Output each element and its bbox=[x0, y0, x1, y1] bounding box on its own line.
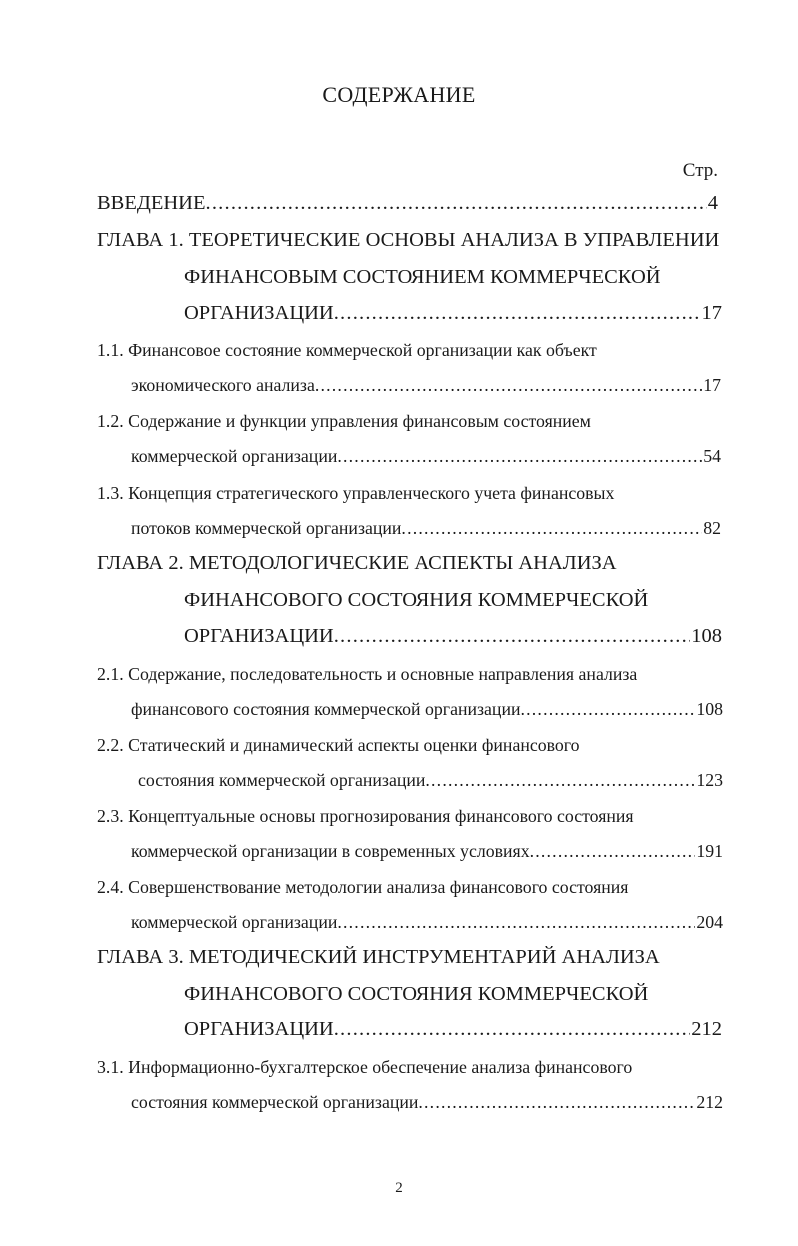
toc-chapter-3-line-1: ГЛАВА 3. МЕТОДИЧЕСКИЙ ИНСТРУМЕНТАРИЙ АНАЛИЗА bbox=[97, 946, 660, 968]
toc-chapter-3-entry[interactable] bbox=[184, 1018, 722, 1041]
toc-chapter-1-entry[interactable] bbox=[184, 302, 722, 325]
toc-page-number: 54 bbox=[703, 446, 721, 466]
dot-leader bbox=[401, 518, 702, 539]
toc-chapter-2-line-2: ФИНАНСОВОГО СОСТОЯНИЯ КОММЕРЧЕСКОЙ bbox=[184, 589, 649, 611]
toc-entry-title: коммерческой организации bbox=[131, 446, 338, 466]
toc-page-number: 108 bbox=[696, 699, 723, 719]
toc-entry-title: состояния коммерческой организации bbox=[131, 1092, 419, 1112]
dot-leader bbox=[337, 912, 695, 933]
toc-section-3-1[interactable] bbox=[131, 1092, 723, 1113]
toc-entry-title: ОРГАНИЗАЦИИ bbox=[184, 625, 334, 647]
dot-leader bbox=[315, 375, 702, 396]
toc-section-2-1[interactable] bbox=[131, 699, 723, 720]
toc-section-2-4-line-1: 2.4. Совершенствование методологии анализа финансового состояния bbox=[97, 877, 629, 897]
toc-entry-intro[interactable] bbox=[97, 192, 718, 215]
toc-section-1-3[interactable] bbox=[131, 518, 721, 539]
dot-leader bbox=[425, 770, 695, 791]
toc-chapter-2-line-1: ГЛАВА 2. МЕТОДОЛОГИЧЕСКИЕ АСПЕКТЫ АНАЛИЗА bbox=[97, 552, 617, 574]
page-title: СОДЕРЖАНИЕ bbox=[322, 82, 476, 107]
toc-entry-title: потоков коммерческой организации bbox=[131, 518, 402, 538]
toc-entry-title: ОРГАНИЗАЦИИ bbox=[184, 302, 334, 324]
toc-page-number: 123 bbox=[696, 770, 723, 790]
toc-page-number: 191 bbox=[696, 841, 723, 861]
toc-page-number: 17 bbox=[701, 302, 722, 324]
toc-entry-title: ВВЕДЕНИЕ bbox=[97, 192, 206, 214]
toc-chapter-1-line-1: ГЛАВА 1. ТЕОРЕТИЧЕСКИЕ ОСНОВЫ АНАЛИЗА В УПРАВЛЕНИИ bbox=[97, 229, 720, 251]
toc-page-number: 17 bbox=[703, 375, 721, 395]
toc-chapter-3-line-2: ФИНАНСОВОГО СОСТОЯНИЯ КОММЕРЧЕСКОЙ bbox=[184, 983, 649, 1005]
toc-entry-title: финансового состояния коммерческой организации bbox=[131, 699, 521, 719]
toc-chapter-1-line-2: ФИНАНСОВЫМ СОСТОЯНИЕМ КОММЕРЧЕСКОЙ bbox=[184, 266, 661, 288]
toc-page-number: 108 bbox=[691, 625, 722, 647]
toc-section-2-2[interactable] bbox=[138, 770, 723, 791]
toc-entry-title: коммерческой организации bbox=[131, 912, 338, 932]
toc-section-2-3-line-1: 2.3. Концептуальные основы прогнозирования финансового состояния bbox=[97, 806, 634, 826]
toc-section-2-3[interactable] bbox=[131, 841, 723, 862]
toc-section-2-1-line-1: 2.1. Содержание, последовательность и основные направления анализа bbox=[97, 664, 638, 684]
page-number-footer: 2 bbox=[395, 1180, 403, 1196]
dot-leader bbox=[334, 625, 691, 648]
toc-section-3-1-line-1: 3.1. Информационно-бухгалтерское обеспечение анализа финансового bbox=[97, 1057, 633, 1077]
dot-leader bbox=[418, 1092, 695, 1113]
dot-leader bbox=[337, 446, 702, 467]
dot-leader bbox=[206, 192, 707, 215]
toc-page-number: 4 bbox=[707, 192, 718, 214]
dot-leader bbox=[530, 841, 696, 862]
toc-section-1-1[interactable] bbox=[131, 375, 721, 396]
toc-page-number: 212 bbox=[691, 1018, 722, 1040]
toc-page-number: 212 bbox=[696, 1092, 723, 1112]
toc-entry-title: коммерческой организации в современных условиях bbox=[131, 841, 530, 861]
toc-page-number: 204 bbox=[696, 912, 723, 932]
toc-section-1-2[interactable] bbox=[131, 446, 721, 467]
toc-entry-title: экономического анализа bbox=[131, 375, 315, 395]
toc-section-1-1-line-1: 1.1. Финансовое состояние коммерческой организации как объект bbox=[97, 340, 597, 360]
toc-entry-title: состояния коммерческой организации bbox=[138, 770, 426, 790]
toc-section-2-2-line-1: 2.2. Статический и динамический аспекты оценки финансового bbox=[97, 735, 580, 755]
toc-section-1-2-line-1: 1.2. Содержание и функции управления финансовым состоянием bbox=[97, 411, 591, 431]
page-column-label: Стр. bbox=[682, 160, 718, 181]
dot-leader bbox=[520, 699, 695, 720]
dot-leader bbox=[334, 302, 701, 325]
toc-section-2-4[interactable] bbox=[131, 912, 723, 933]
toc-entry-title: ОРГАНИЗАЦИИ bbox=[184, 1018, 334, 1040]
dot-leader bbox=[334, 1018, 691, 1041]
toc-page-number: 82 bbox=[703, 518, 721, 538]
toc-section-1-3-line-1: 1.3. Концепция стратегического управленческого учета финансовых bbox=[97, 483, 615, 503]
toc-chapter-2-entry[interactable] bbox=[184, 625, 722, 648]
